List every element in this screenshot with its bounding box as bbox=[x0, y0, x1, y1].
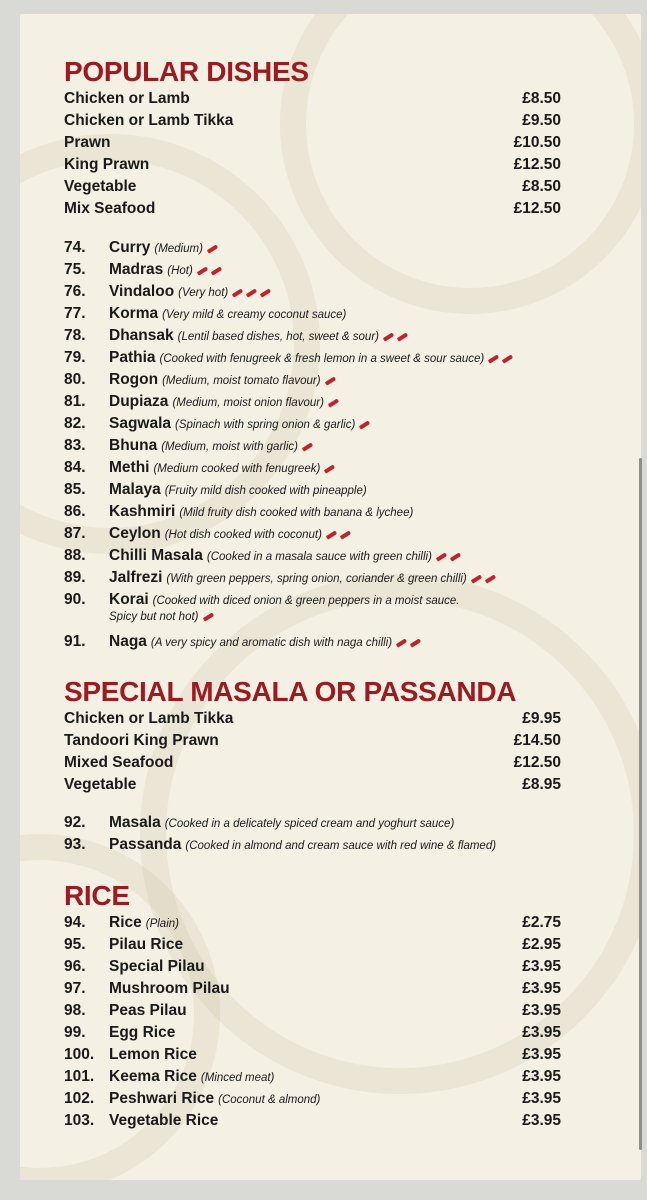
price-row-price: £8.95 bbox=[522, 776, 561, 793]
price-row-price: £8.50 bbox=[522, 90, 561, 107]
dish-row bbox=[64, 305, 561, 327]
dish-description: (With green peppers, spring onion, coriander & green chilli) bbox=[166, 573, 467, 585]
dish-name bbox=[109, 1002, 187, 1020]
dish-number: 77. bbox=[64, 305, 86, 322]
chilli-icon bbox=[383, 332, 394, 341]
chilli-icon bbox=[397, 332, 408, 341]
price-row-price: £12.50 bbox=[513, 200, 561, 217]
dish-name bbox=[109, 393, 342, 411]
dish-name-text: Rogon bbox=[109, 371, 159, 388]
dish-price: £3.95 bbox=[522, 958, 561, 975]
price-row-price: £8.50 bbox=[522, 178, 561, 195]
price-row bbox=[64, 134, 561, 156]
dish-number: 91. bbox=[64, 633, 86, 650]
chilli-icon bbox=[410, 638, 421, 647]
dish-name bbox=[109, 459, 338, 477]
dish-description: (Hot dish cooked with coconut) bbox=[164, 529, 322, 541]
dish-name bbox=[109, 914, 179, 932]
dish-number: 85. bbox=[64, 481, 86, 498]
scrollbar[interactable] bbox=[639, 458, 642, 1150]
chilli-rating bbox=[232, 287, 274, 299]
chilli-rating bbox=[471, 573, 499, 585]
chilli-icon bbox=[488, 354, 499, 363]
chilli-rating bbox=[383, 331, 411, 343]
section-heading-rice: RICE bbox=[64, 880, 130, 911]
price-row-price: £12.50 bbox=[513, 156, 561, 173]
dish-name-text: Methi bbox=[109, 459, 150, 476]
dish-name-text: Rice bbox=[109, 914, 142, 931]
chilli-icon bbox=[436, 552, 447, 561]
dish-row bbox=[64, 525, 561, 547]
rice-row bbox=[64, 980, 561, 1002]
rice-row bbox=[64, 1090, 561, 1112]
dish-name-text: Jalfrezi bbox=[109, 569, 163, 586]
dish-price: £3.95 bbox=[522, 1024, 561, 1041]
dish-number: 93. bbox=[64, 836, 86, 853]
dish-row bbox=[64, 261, 561, 283]
price-row-name: Chicken or Lamb Tikka bbox=[64, 710, 234, 727]
dish-name-text: Chilli Masala bbox=[109, 547, 203, 564]
dish-description: (Cooked with diced onion & green peppers in a moist sauce. bbox=[152, 595, 460, 607]
chilli-icon bbox=[396, 638, 407, 647]
chilli-icon bbox=[324, 376, 335, 385]
dish-name bbox=[109, 814, 454, 832]
dish-price: £3.95 bbox=[522, 1112, 561, 1129]
dish-name bbox=[109, 525, 354, 543]
dish-name bbox=[109, 349, 516, 367]
dish-row bbox=[64, 371, 561, 393]
chilli-rating bbox=[203, 611, 217, 623]
price-row-name: Vegetable bbox=[64, 776, 137, 793]
dish-name-text: Malaya bbox=[109, 481, 161, 498]
price-row-name: Prawn bbox=[64, 134, 111, 151]
chilli-icon bbox=[197, 266, 208, 275]
price-row-name: Mixed Seafood bbox=[64, 754, 174, 771]
dish-description: (Very mild & creamy coconut sauce) bbox=[162, 309, 347, 321]
price-row-name: Mix Seafood bbox=[64, 200, 156, 217]
dish-name-text: Vegetable Rice bbox=[109, 1112, 219, 1129]
chilli-rating bbox=[488, 353, 516, 365]
dish-description: (Plain) bbox=[145, 918, 179, 930]
price-row bbox=[64, 156, 561, 178]
dish-name-text: Korma bbox=[109, 305, 159, 322]
chilli-icon bbox=[326, 530, 337, 539]
dish-name bbox=[109, 958, 205, 976]
dish-number: 79. bbox=[64, 349, 86, 366]
dish-name-text: Naga bbox=[109, 633, 147, 650]
dish-description: (Cooked in a masala sauce with green chilli) bbox=[206, 551, 432, 563]
dish-name bbox=[109, 437, 316, 455]
dish-price: £3.95 bbox=[522, 980, 561, 997]
chilli-rating bbox=[436, 551, 464, 563]
dish-number: 81. bbox=[64, 393, 86, 410]
dish-name bbox=[109, 633, 424, 651]
dish-description: (Minced meat) bbox=[200, 1072, 275, 1084]
dish-description: (Cooked in a delicately spiced cream and yoghurt sauce) bbox=[164, 818, 455, 830]
rice-row bbox=[64, 1024, 561, 1046]
chilli-rating bbox=[325, 375, 339, 387]
chilli-icon bbox=[359, 420, 370, 429]
dish-row bbox=[64, 503, 561, 525]
dish-number: 100. bbox=[64, 1046, 95, 1063]
rice-row bbox=[64, 958, 561, 980]
dish-price: £3.95 bbox=[522, 1068, 561, 1085]
price-row bbox=[64, 754, 561, 776]
section-heading-popular: POPULAR DISHES bbox=[64, 56, 309, 87]
chilli-icon bbox=[202, 612, 213, 621]
rice-row bbox=[64, 1068, 561, 1090]
chilli-icon bbox=[328, 398, 339, 407]
dish-number: 103. bbox=[64, 1112, 95, 1129]
dish-number: 84. bbox=[64, 459, 86, 476]
rice-row bbox=[64, 1112, 561, 1134]
dish-description: (Hot) bbox=[167, 265, 193, 277]
price-row bbox=[64, 776, 561, 798]
dish-name-text: Mushroom Pilau bbox=[109, 980, 230, 997]
dish-row bbox=[64, 327, 561, 349]
dish-name-text: Curry bbox=[109, 239, 151, 256]
chilli-icon bbox=[324, 464, 335, 473]
chilli-rating bbox=[359, 419, 373, 431]
dish-row bbox=[64, 415, 561, 437]
dish-name bbox=[109, 371, 339, 389]
dish-name bbox=[109, 936, 183, 954]
section-heading-special: SPECIAL MASALA OR PASSANDA bbox=[64, 676, 517, 707]
dish-description: (Very hot) bbox=[178, 287, 229, 299]
dish-description: (Mild fruity dish cooked with banana & lychee) bbox=[179, 507, 414, 519]
dish-name-text: Bhuna bbox=[109, 437, 158, 454]
dish-number: 95. bbox=[64, 936, 86, 953]
chilli-icon bbox=[260, 288, 271, 297]
dish-name bbox=[109, 1046, 197, 1064]
dish-price: £2.75 bbox=[522, 914, 561, 931]
chilli-rating bbox=[324, 463, 338, 475]
chilli-icon bbox=[232, 288, 243, 297]
dish-name bbox=[109, 481, 367, 499]
dish-name-text: Ceylon bbox=[109, 525, 161, 542]
dish-name bbox=[109, 591, 459, 609]
dish-name-text: Passanda bbox=[109, 836, 182, 853]
dish-number: 102. bbox=[64, 1090, 95, 1107]
dish-row bbox=[64, 481, 561, 503]
dish-name bbox=[109, 415, 373, 433]
dish-name bbox=[109, 1024, 175, 1042]
price-row bbox=[64, 732, 561, 754]
dish-name-text: Egg Rice bbox=[109, 1024, 176, 1041]
dish-description: (Medium) bbox=[154, 243, 203, 255]
menu-page bbox=[20, 14, 641, 1180]
chilli-icon bbox=[471, 574, 482, 583]
rice-row bbox=[64, 1002, 561, 1024]
dish-description: (Fruity mild dish cooked with pineapple) bbox=[164, 485, 367, 497]
dish-name-text: Kashmiri bbox=[109, 503, 176, 520]
dish-name bbox=[109, 1090, 320, 1108]
dish-name-text: Dhansak bbox=[109, 327, 174, 344]
dish-row bbox=[64, 393, 561, 415]
price-row-name: Chicken or Lamb Tikka bbox=[64, 112, 234, 129]
dish-row bbox=[64, 591, 561, 613]
dish-number: 96. bbox=[64, 958, 86, 975]
dish-number: 97. bbox=[64, 980, 86, 997]
dish-description-text: Spicy but not hot) bbox=[109, 611, 199, 623]
chilli-icon bbox=[302, 442, 313, 451]
dish-name-text: Special Pilau bbox=[109, 958, 205, 975]
price-row-name: Tandoori King Prawn bbox=[64, 732, 219, 749]
dish-name bbox=[109, 283, 274, 301]
dish-number: 87. bbox=[64, 525, 86, 542]
dish-row bbox=[64, 633, 561, 655]
dish-description-continued bbox=[109, 611, 217, 623]
rice-row bbox=[64, 914, 561, 936]
dish-number: 88. bbox=[64, 547, 86, 564]
dish-name-text: Pilau Rice bbox=[109, 936, 184, 953]
price-row-price: £9.95 bbox=[522, 710, 561, 727]
dish-price: £3.95 bbox=[522, 1046, 561, 1063]
rice-row bbox=[64, 936, 561, 958]
chilli-rating bbox=[197, 265, 225, 277]
rice-row bbox=[64, 1046, 561, 1068]
dish-name bbox=[109, 547, 464, 565]
dish-number: 75. bbox=[64, 261, 86, 278]
dish-number: 78. bbox=[64, 327, 86, 344]
price-row bbox=[64, 200, 561, 222]
dish-name-text: Peas Pilau bbox=[109, 1002, 187, 1019]
chilli-rating bbox=[302, 441, 316, 453]
dish-name bbox=[109, 836, 496, 854]
price-row bbox=[64, 178, 561, 200]
price-row-price: £9.50 bbox=[522, 112, 561, 129]
price-row-name: Vegetable bbox=[64, 178, 137, 195]
price-row-price: £14.50 bbox=[513, 732, 561, 749]
dish-name-text: Peshwari Rice bbox=[109, 1090, 215, 1107]
dish-number: 90. bbox=[64, 591, 86, 608]
dish-name-text: Vindaloo bbox=[109, 283, 175, 300]
dish-price: £3.95 bbox=[522, 1090, 561, 1107]
dish-number: 76. bbox=[64, 283, 86, 300]
dish-price: £2.95 bbox=[522, 936, 561, 953]
dish-name bbox=[109, 239, 221, 257]
dish-description: (Cooked in almond and cream sauce with red wine & flamed) bbox=[185, 840, 497, 852]
chilli-rating bbox=[328, 397, 342, 409]
chilli-icon bbox=[340, 530, 351, 539]
dish-name-text: Lemon Rice bbox=[109, 1046, 197, 1063]
dish-name bbox=[109, 980, 230, 998]
dish-number: 98. bbox=[64, 1002, 86, 1019]
dish-name-text: Masala bbox=[109, 814, 161, 831]
dish-number: 99. bbox=[64, 1024, 86, 1041]
dish-row bbox=[64, 437, 561, 459]
dish-row bbox=[64, 283, 561, 305]
dish-name-text: Dupiaza bbox=[109, 393, 169, 410]
dish-name bbox=[109, 1112, 218, 1130]
dish-description: (Medium, moist with garlic) bbox=[161, 441, 298, 453]
dish-description: (Spinach with spring onion & garlic) bbox=[175, 419, 356, 431]
dish-description: (Medium, moist tomato flavour) bbox=[162, 375, 321, 387]
chilli-icon bbox=[246, 288, 257, 297]
menu-content bbox=[20, 14, 641, 1180]
dish-name bbox=[109, 569, 499, 587]
dish-name bbox=[109, 503, 413, 521]
dish-description: (Coconut & almond) bbox=[218, 1094, 321, 1106]
dish-description: (A very spicy and aromatic dish with naga chilli) bbox=[150, 637, 393, 649]
dish-row bbox=[64, 569, 561, 591]
chilli-icon bbox=[485, 574, 496, 583]
price-row bbox=[64, 90, 561, 112]
dish-name bbox=[109, 327, 411, 345]
chilli-rating bbox=[326, 529, 354, 541]
dish-row bbox=[64, 814, 561, 836]
price-row bbox=[64, 710, 561, 732]
price-row bbox=[64, 112, 561, 134]
dish-number: 82. bbox=[64, 415, 86, 432]
dish-name-text: Pathia bbox=[109, 349, 156, 366]
dish-description: (Medium cooked with fenugreek) bbox=[153, 463, 321, 475]
dish-name-text: Korai bbox=[109, 591, 149, 608]
dish-number: 86. bbox=[64, 503, 86, 520]
dish-row bbox=[64, 349, 561, 371]
dish-number: 94. bbox=[64, 914, 86, 931]
dish-number: 89. bbox=[64, 569, 86, 586]
dish-number: 92. bbox=[64, 814, 86, 831]
price-row-price: £12.50 bbox=[513, 754, 561, 771]
dish-name bbox=[109, 261, 225, 279]
dish-row bbox=[64, 239, 561, 261]
dish-name bbox=[109, 305, 346, 323]
dish-name bbox=[109, 1068, 274, 1086]
dish-description: (Medium, moist onion flavour) bbox=[172, 397, 324, 409]
dish-price: £3.95 bbox=[522, 1002, 561, 1019]
dish-description: (Lentil based dishes, hot, sweet & sour) bbox=[177, 331, 379, 343]
dish-number: 83. bbox=[64, 437, 86, 454]
dish-row bbox=[64, 547, 561, 569]
dish-name-text: Keema Rice bbox=[109, 1068, 197, 1085]
dish-number: 80. bbox=[64, 371, 86, 388]
dish-row bbox=[64, 836, 561, 858]
dish-name-text: Madras bbox=[109, 261, 164, 278]
dish-description: (Cooked with fenugreek & fresh lemon in a sweet & sour sauce) bbox=[159, 353, 485, 365]
chilli-icon bbox=[502, 354, 513, 363]
chilli-icon bbox=[207, 244, 218, 253]
dish-name-text: Sagwala bbox=[109, 415, 172, 432]
price-row-name: Chicken or Lamb bbox=[64, 90, 190, 107]
chilli-icon bbox=[211, 266, 222, 275]
dish-number: 74. bbox=[64, 239, 86, 256]
dish-number: 101. bbox=[64, 1068, 95, 1085]
price-row-name: King Prawn bbox=[64, 156, 150, 173]
dish-row bbox=[64, 459, 561, 481]
chilli-rating bbox=[207, 243, 221, 255]
chilli-icon bbox=[450, 552, 461, 561]
price-row-price: £10.50 bbox=[513, 134, 561, 151]
chilli-rating bbox=[396, 637, 424, 649]
